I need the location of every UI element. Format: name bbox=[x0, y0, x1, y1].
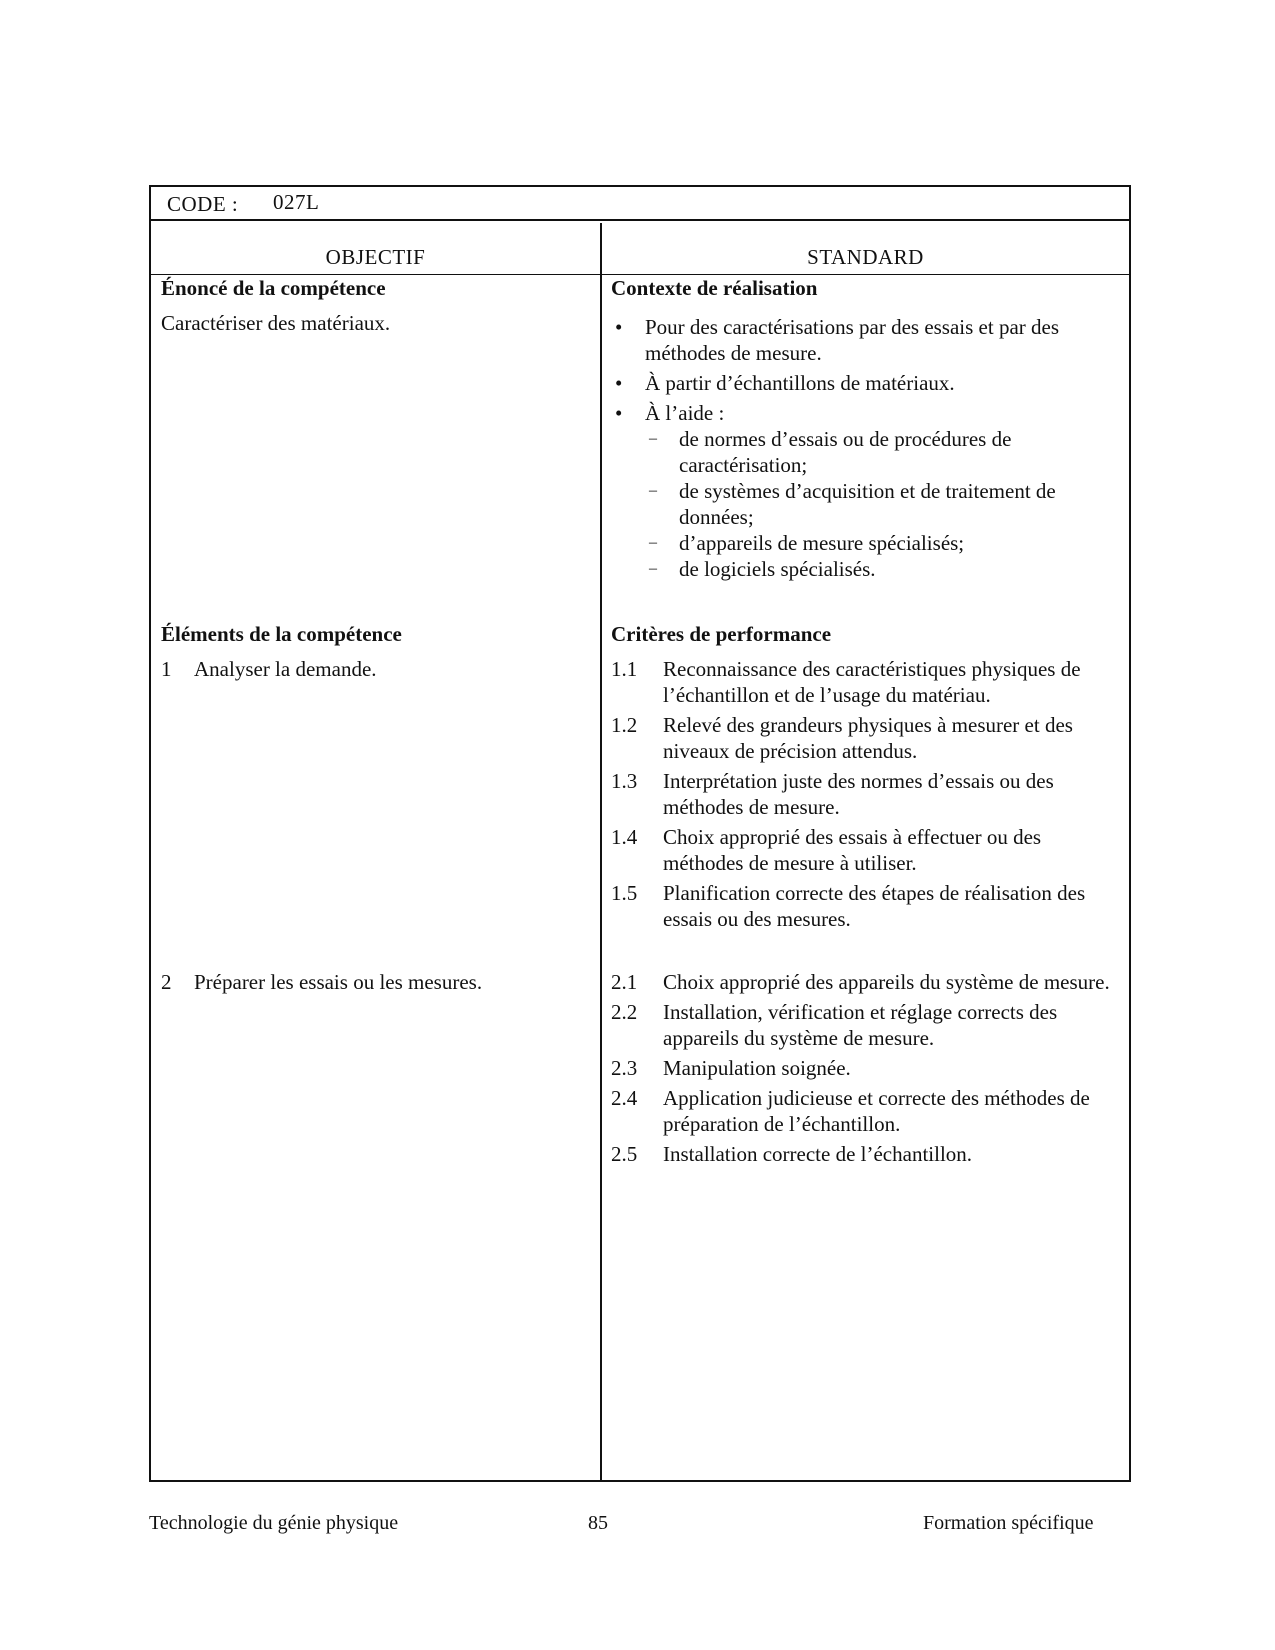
criterion-item bbox=[611, 712, 1116, 764]
criterion-text: Installation correcte de l’échantillon. bbox=[663, 1142, 973, 1166]
criterion-text: Application judicieuse et correcte des méthodes de préparation de l’échantillon. bbox=[663, 1086, 1090, 1136]
sub-item-text: de logiciels spécialisés. bbox=[679, 557, 876, 581]
criterion-number: 2.3 bbox=[611, 1056, 638, 1080]
criterion-number: 2.1 bbox=[611, 970, 638, 994]
criterion-text: Choix approprié des essais à effectuer ou des méthodes de mesure à utiliser. bbox=[663, 825, 1042, 875]
code-label: CODE : bbox=[167, 192, 239, 216]
code-value: 027L bbox=[273, 190, 320, 214]
element-text: Analyser la demande. bbox=[194, 657, 377, 681]
criteres-title: Critères de performance bbox=[611, 622, 832, 646]
criterion-item bbox=[611, 656, 1116, 708]
element-number: 2 bbox=[161, 970, 172, 994]
criterion-item bbox=[611, 1085, 1116, 1137]
criterion-number: 2.2 bbox=[611, 1000, 638, 1024]
code-row bbox=[151, 187, 1129, 221]
criterion-text: Planification correcte des étapes de réalisation des essais ou des mesures. bbox=[663, 881, 1086, 931]
element-item-2 bbox=[161, 969, 482, 995]
criterion-item bbox=[611, 969, 1116, 995]
criterion-text: Choix approprié des appareils du système de mesure. bbox=[663, 970, 1110, 994]
standard-header: STANDARD bbox=[807, 245, 924, 269]
objectif-header: OBJECTIF bbox=[325, 245, 426, 269]
criterion-item bbox=[611, 1055, 1116, 1081]
criterion-number: 1.3 bbox=[611, 769, 638, 793]
sub-list bbox=[645, 426, 1111, 582]
criterion-number: 1.4 bbox=[611, 825, 638, 849]
element-number: 1 bbox=[161, 657, 172, 681]
contexte-list bbox=[611, 314, 1111, 582]
criterion-number: 2.4 bbox=[611, 1086, 638, 1110]
page-number: 85 bbox=[588, 1512, 608, 1534]
element-text: Préparer les essais ou les mesures. bbox=[194, 970, 483, 994]
contexte-title: Contexte de réalisation bbox=[611, 276, 818, 300]
criterion-item bbox=[611, 999, 1116, 1051]
footer-section: Formation spécifique bbox=[923, 1512, 1094, 1534]
criterion-item bbox=[611, 880, 1116, 932]
criterion-text: Relevé des grandeurs physiques à mesurer et des niveaux de précision attendus. bbox=[663, 713, 1073, 763]
sub-item: – de normes d’essais ou de procédures de caractérisation; bbox=[649, 427, 1012, 477]
criterion-text: Manipulation soignée. bbox=[663, 1056, 851, 1080]
list-item: • Pour des caractérisations par des essais et par des méthodes de mesure. bbox=[615, 315, 1060, 365]
bullet-text: Pour des caractérisations par des essais et par des méthodes de mesure. bbox=[645, 315, 1060, 365]
enonce-title: Énoncé de la compétence bbox=[161, 276, 386, 300]
criteres-group-1 bbox=[611, 656, 1116, 936]
criterion-item bbox=[611, 768, 1116, 820]
criterion-text: Reconnaissance des caractéristiques physiques de l’échantillon et de l’usage du matériau. bbox=[663, 657, 1081, 707]
bullet-text: À partir d’échantillons de matériaux. bbox=[645, 371, 955, 395]
elements-title: Éléments de la compétence bbox=[161, 622, 402, 646]
sub-item: – de systèmes d’acquisition et de traitement de données; bbox=[649, 479, 1056, 529]
footer-program: Technologie du génie physique bbox=[149, 1512, 399, 1534]
criterion-number: 1.1 bbox=[611, 657, 638, 681]
sub-item-text: d’appareils de mesure spécialisés; bbox=[679, 531, 965, 555]
criteres-group-2 bbox=[611, 969, 1116, 1171]
criterion-number: 2.5 bbox=[611, 1142, 638, 1166]
column-divider bbox=[600, 223, 602, 1480]
list-item: • À l’aide : – de normes d’essais ou de procédures de caractérisation; – de systèmes d’acquisition et de traitement de données; – d’appareils de mesure spécialisés; – de logiciels spécialisés. bbox=[611, 400, 1111, 582]
criterion-item bbox=[611, 824, 1116, 876]
criterion-text: Installation, vérification et réglage corrects des appareils du système de mesure. bbox=[663, 1000, 1058, 1050]
header-divider bbox=[151, 274, 1129, 275]
enonce-text: Caractériser des matériaux. bbox=[161, 311, 391, 335]
list-item: • À partir d’échantillons de matériaux. bbox=[615, 371, 955, 395]
criterion-text: Interprétation juste des normes d’essais ou des méthodes de mesure. bbox=[663, 769, 1054, 819]
sub-item: – de logiciels spécialisés. bbox=[649, 557, 876, 581]
criterion-item bbox=[611, 1141, 1116, 1167]
criterion-number: 1.2 bbox=[611, 713, 638, 737]
element-item-1 bbox=[161, 656, 377, 682]
criterion-number: 1.5 bbox=[611, 881, 638, 905]
sub-item: – d’appareils de mesure spécialisés; bbox=[649, 531, 965, 555]
sub-item-text: de normes d’essais ou de procédures de caractérisation; bbox=[679, 427, 1012, 477]
sub-item-text: de systèmes d’acquisition et de traitement de données; bbox=[679, 479, 1056, 529]
bullet-text: À l’aide : bbox=[645, 401, 725, 425]
